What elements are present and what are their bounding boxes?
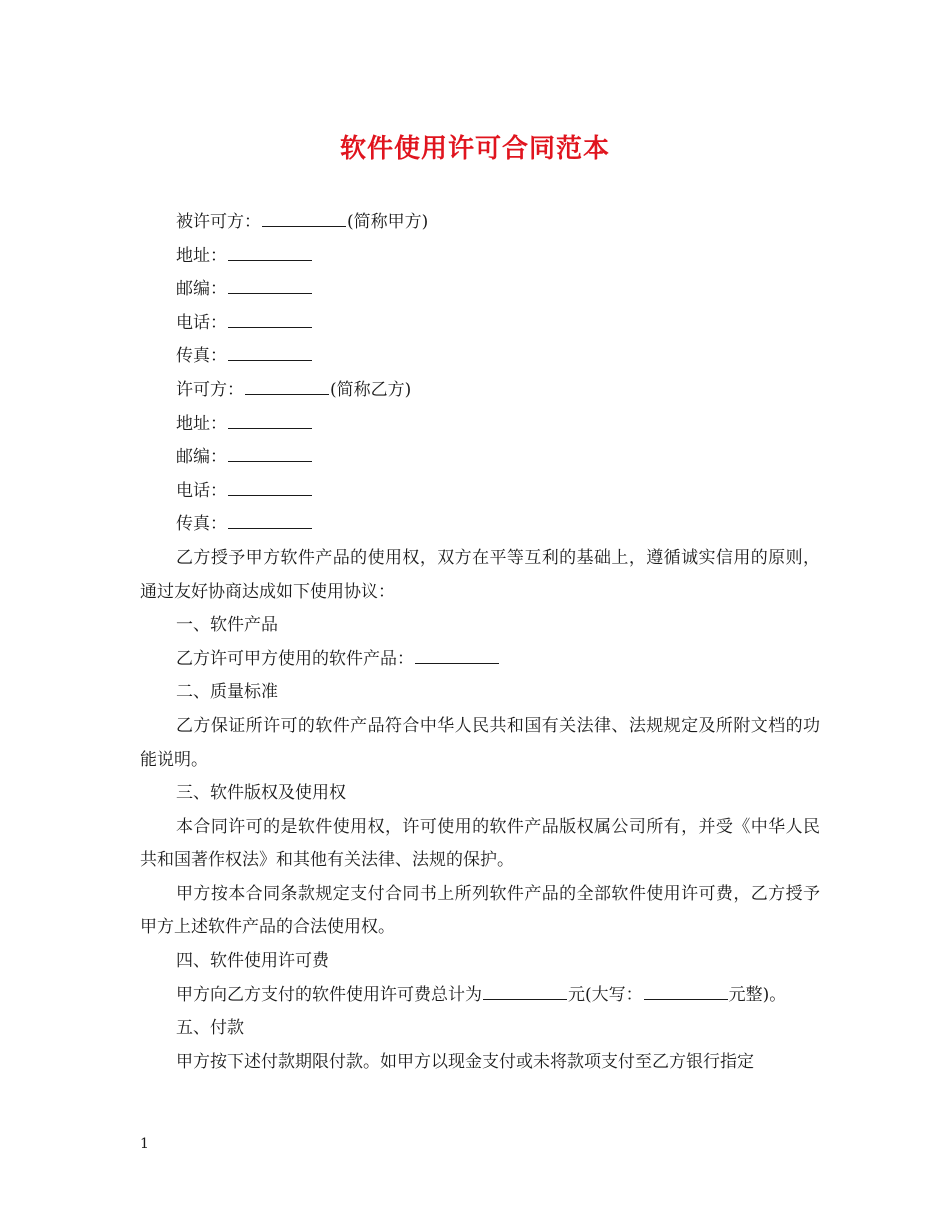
field-label: 传真： — [176, 346, 227, 367]
section-heading: 一、软件产品 — [176, 615, 278, 636]
document-title: 软件使用许可合同范本 — [339, 134, 610, 164]
section-heading: 四、软件使用许可费 — [176, 951, 329, 972]
party-b-phone — [140, 475, 820, 509]
blank-field — [262, 206, 346, 227]
blank-field — [415, 643, 499, 664]
sec3-paragraph-1: 本合同许可的是软件使用权，许可使用的软件产品版权属公司所有，并受《中华人民共和国著作权法》和其他有关法律、法规的保护。 — [140, 816, 820, 871]
blank-field — [228, 408, 312, 429]
blank-field — [228, 240, 312, 261]
field-label: 邮编： — [176, 447, 227, 468]
page-number: 1 — [140, 1136, 149, 1152]
field-label: 地址： — [176, 413, 227, 434]
party-b-address — [140, 408, 820, 442]
sec2-paragraph: 乙方保证所许可的软件产品符合中华人民共和国有关法律、法规规定及所附文档的功能说明。 — [140, 715, 820, 770]
party-a-line — [140, 206, 820, 240]
blank-field — [228, 273, 312, 294]
party-a-phone — [140, 307, 820, 341]
blank-field — [228, 441, 312, 462]
sec3-paragraph-2: 甲方按本合同条款规定支付合同书上所列软件产品的全部软件使用许可费，乙方授予甲方上述软件产品的合法使用权。 — [140, 883, 820, 938]
party-b-fax — [140, 508, 820, 542]
section-heading: 五、付款 — [176, 1018, 244, 1039]
blank-field — [245, 374, 329, 395]
paragraph-text: 元(大写： — [568, 984, 643, 1005]
field-label: 传真： — [176, 514, 227, 535]
field-label: 电话： — [176, 312, 227, 333]
party-a-suffix: (简称甲方) — [347, 212, 429, 232]
sec4-fee-line — [140, 979, 820, 1013]
party-b-postcode — [140, 441, 820, 475]
blank-field — [228, 508, 312, 529]
party-a-postcode — [140, 273, 820, 307]
intro-paragraph: 乙方授予甲方软件产品的使用权，双方在平等互利的基础上，遵循诚实信用的原则，通过友好协商达成如下使用协议： — [140, 547, 820, 602]
sec1-text-line — [140, 643, 820, 677]
blank-field — [483, 979, 567, 1000]
document-body — [140, 206, 820, 1079]
paragraph-text: 甲方向乙方支付的软件使用许可费总计为 — [176, 984, 482, 1005]
blank-field — [228, 340, 312, 361]
blank-field — [644, 979, 728, 1000]
field-label: 电话： — [176, 480, 227, 501]
party-a-address — [140, 240, 820, 274]
field-label: 地址： — [176, 245, 227, 266]
party-b-suffix: (简称乙方) — [330, 379, 412, 400]
blank-field — [228, 475, 312, 496]
paragraph-text: 元整)。 — [728, 984, 787, 1005]
sec5-text-line: 甲方按下述付款期限付款。如甲方以现金支付或未将款项支付至乙方银行指定 — [176, 1051, 754, 1072]
field-label: 邮编： — [176, 279, 227, 300]
paragraph-text: 乙方许可甲方使用的软件产品： — [176, 648, 414, 669]
party-a-label: 被许可方： — [176, 212, 261, 232]
party-b-label: 许可方： — [176, 379, 244, 400]
section-heading: 三、软件版权及使用权 — [176, 783, 346, 804]
blank-field — [228, 307, 312, 328]
section-heading: 二、质量标准 — [176, 682, 278, 703]
party-b-line — [140, 374, 820, 408]
party-a-fax — [140, 340, 820, 374]
